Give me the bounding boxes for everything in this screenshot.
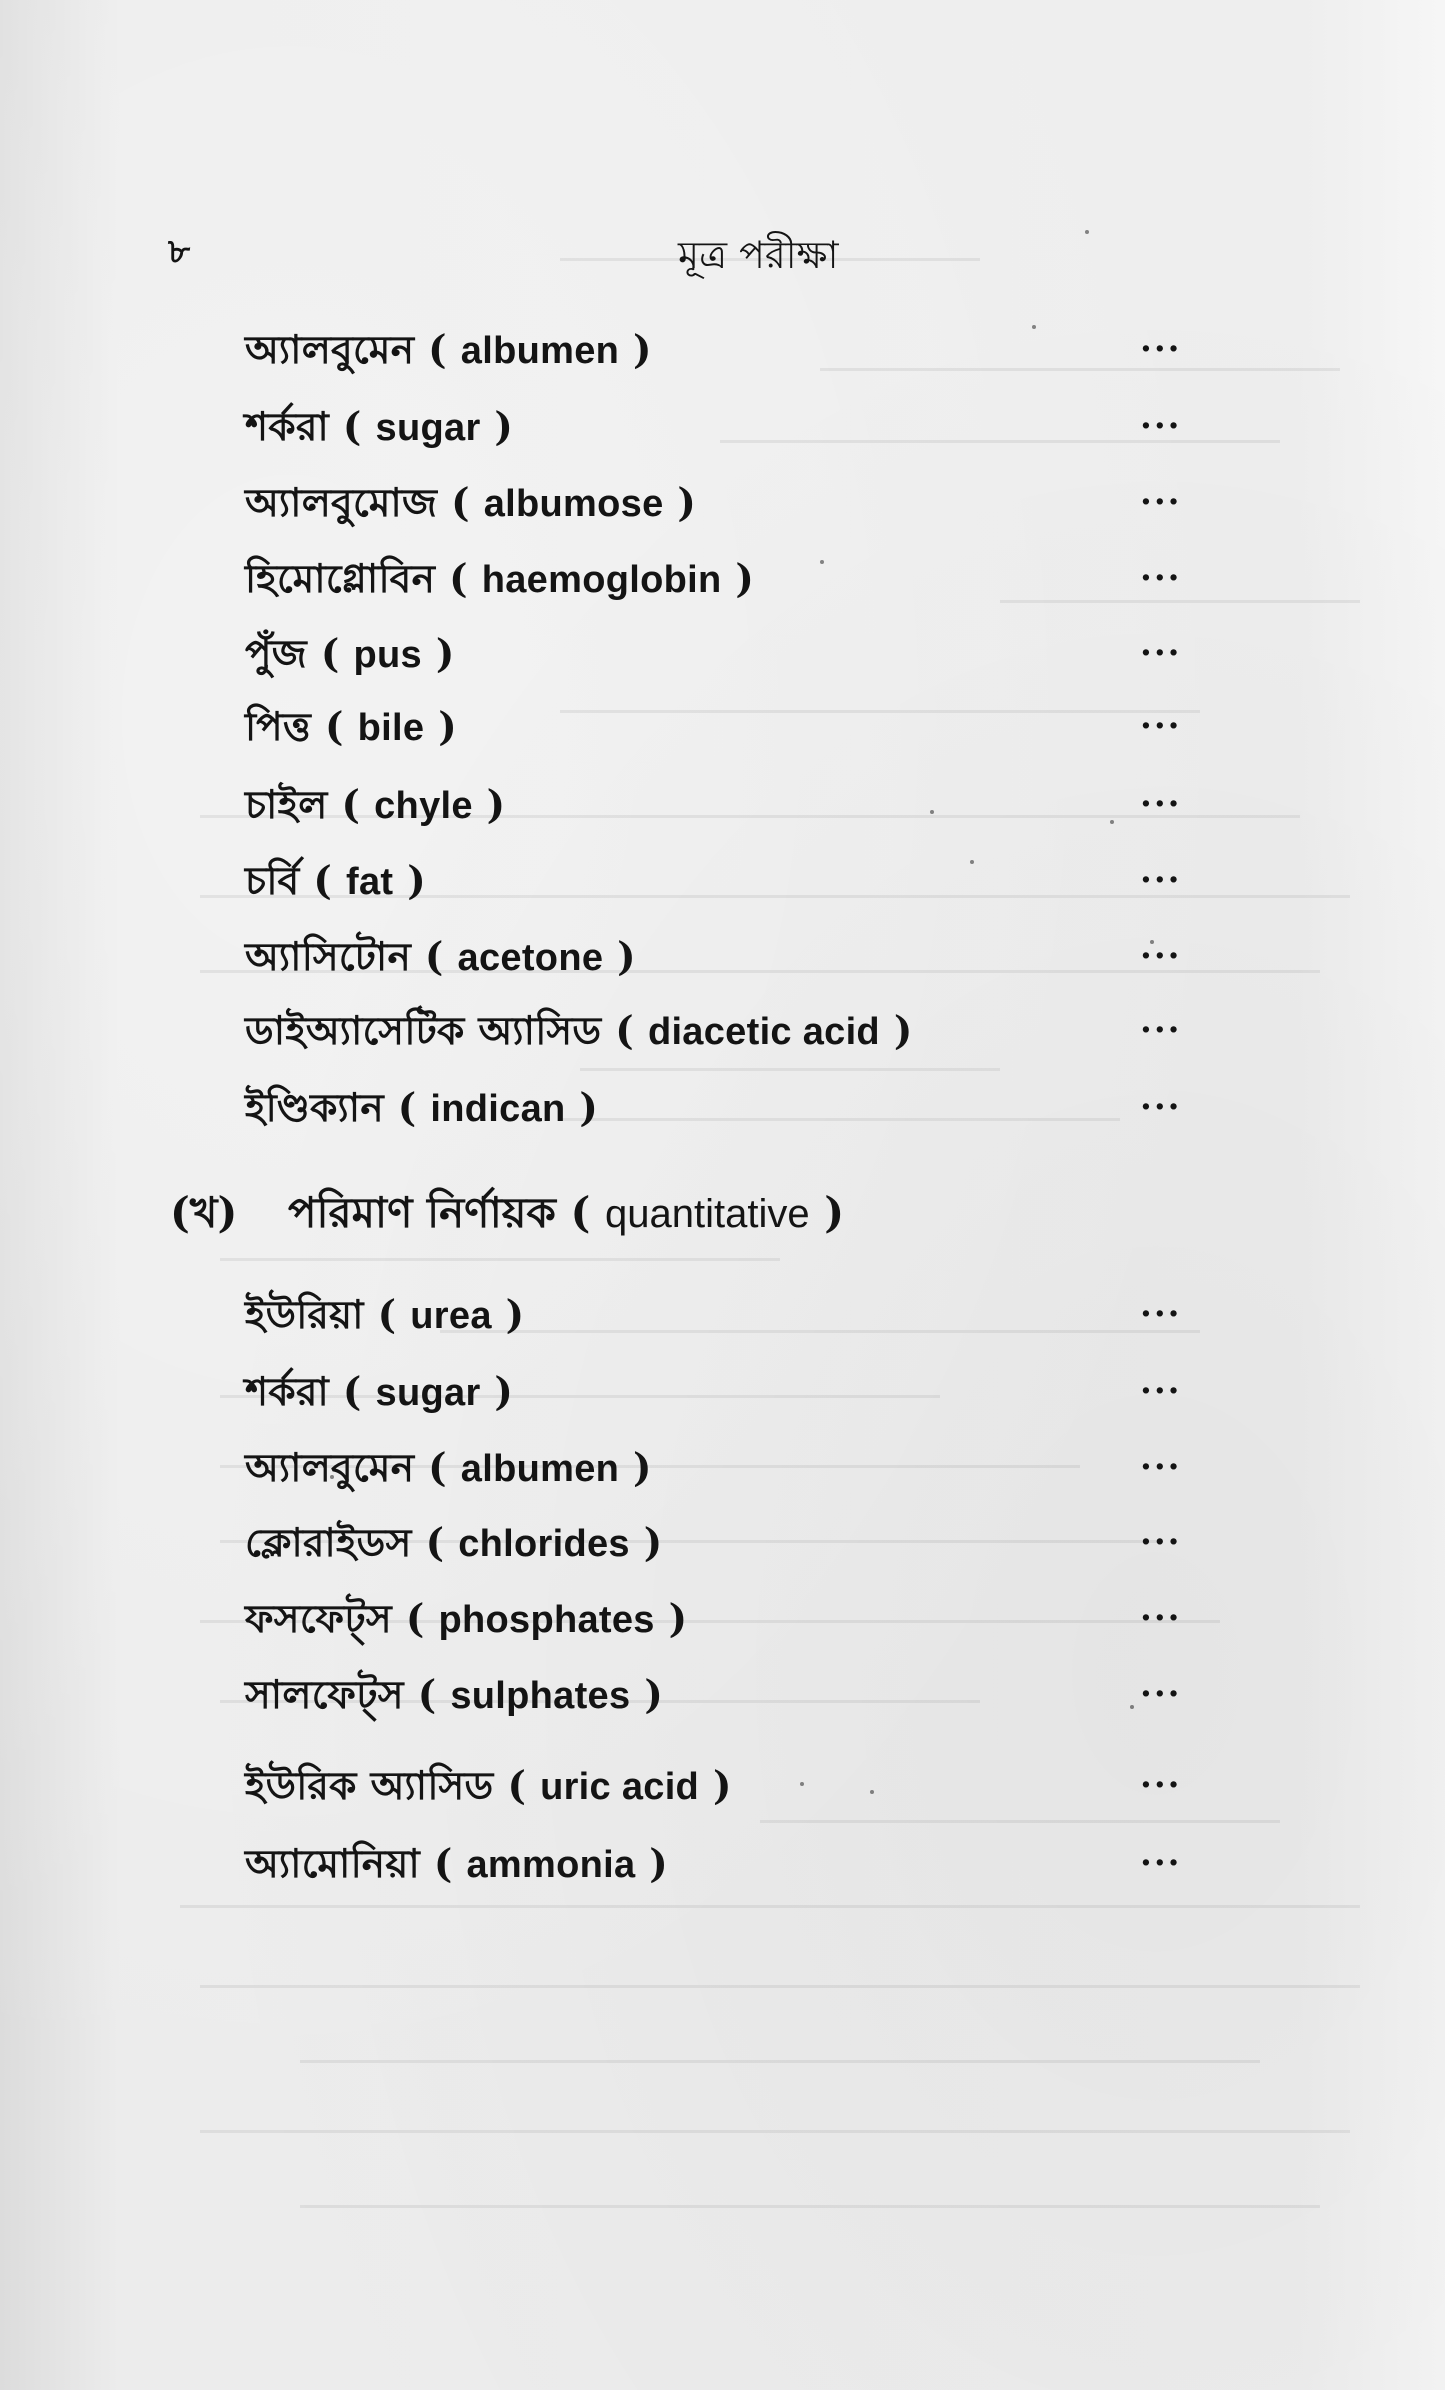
item-en: albumose — [483, 483, 664, 525]
item-bn: ইণ্ডিক্যান — [245, 1085, 384, 1131]
leader-dots: ... — [1140, 851, 1182, 891]
list-item: হিমোগ্লোবিন ( haemoglobin ) — [245, 556, 755, 602]
section-heading-quantitative: (খ) পরিমাণ নির্ণায়ক ( quantitative ) — [170, 1188, 845, 1237]
item-bn: হিমোগ্লোবিন — [245, 556, 436, 602]
list-item: ইউরিক অ্যাসিড ( uric acid ) — [245, 1763, 732, 1809]
item-en: uric acid — [540, 1766, 700, 1808]
leader-dots: ... — [1140, 775, 1182, 815]
list-item: অ্যালবুমেন ( albumen ) — [245, 327, 652, 373]
item-en: urea — [410, 1295, 492, 1337]
item-bn: ইউরিয়া — [245, 1292, 364, 1338]
leader-dots: ... — [1140, 1362, 1182, 1402]
item-bn: ইউরিক অ্যাসিড — [245, 1763, 494, 1809]
item-en: bile — [357, 707, 425, 749]
list-item: পুঁজ ( pus ) — [245, 631, 455, 677]
item-bn: ক্লোরাইডস — [245, 1520, 412, 1566]
item-bn: পুঁজ — [245, 631, 307, 677]
leader-dots: ... — [1140, 397, 1182, 437]
item-bn: অ্যালবুমেন — [245, 1445, 415, 1491]
list-item: শর্করা ( sugar ) — [245, 404, 514, 450]
leader-dots: ... — [1140, 1589, 1182, 1629]
item-en: acetone — [457, 937, 604, 979]
item-en: phosphates — [438, 1599, 655, 1641]
running-title: মূত্র পরীক্ষা — [678, 233, 839, 277]
leader-dots: ... — [1140, 320, 1182, 360]
leader-dots: ... — [1140, 1834, 1182, 1874]
list-item: অ্যালবুমোজ ( albumose ) — [245, 480, 697, 526]
item-bn: পিত্ত — [245, 704, 312, 750]
item-bn: ফসফেট্স — [245, 1596, 392, 1642]
item-en: pus — [353, 634, 422, 676]
leader-dots: ... — [1140, 1078, 1182, 1118]
leader-dots: ... — [1140, 697, 1182, 737]
list-item: শর্করা ( sugar ) — [245, 1369, 514, 1415]
item-bn: শর্করা — [245, 1369, 330, 1415]
item-bn: অ্যামোনিয়া — [245, 1841, 420, 1887]
item-bn: অ্যালবুমেন — [245, 327, 415, 373]
item-bn: চাইল — [245, 782, 328, 828]
section-marker: (খ) — [170, 1188, 238, 1237]
list-item: অ্যালবুমেন ( albumen ) — [245, 1445, 652, 1491]
list-item: অ্যাসিটোন ( acetone ) — [245, 934, 636, 980]
item-en: albumen — [460, 1448, 620, 1490]
list-item: অ্যামোনিয়া ( ammonia ) — [245, 1841, 669, 1887]
leader-dots: ... — [1140, 1665, 1182, 1705]
item-en: indican — [430, 1088, 566, 1130]
item-en: sugar — [375, 1372, 481, 1414]
section-title-en: quantitative — [605, 1192, 810, 1236]
list-item: পিত্ত ( bile ) — [245, 704, 457, 750]
item-bn: অ্যাসিটোন — [245, 934, 412, 980]
section-title-bn: পরিমাণ নির্ণায়ক — [287, 1188, 556, 1237]
item-bn: চর্বি — [245, 858, 300, 904]
item-en: sulphates — [450, 1675, 631, 1717]
page-number: ৮ — [168, 232, 191, 272]
item-bn: ডাইঅ্যাসেটিক অ্যাসিড — [245, 1008, 602, 1054]
leader-dots: ... — [1140, 1438, 1182, 1478]
list-item: চর্বি ( fat ) — [245, 858, 427, 904]
list-item: ইউরিয়া ( urea ) — [245, 1292, 525, 1338]
leader-dots: ... — [1140, 1285, 1182, 1325]
leader-dots: ... — [1140, 1513, 1182, 1553]
item-bn: অ্যালবুমোজ — [245, 480, 438, 526]
item-en: haemoglobin — [481, 559, 722, 601]
item-bn: শর্করা — [245, 404, 330, 450]
list-item: ডাইঅ্যাসেটিক অ্যাসিড ( diacetic acid ) — [245, 1008, 913, 1054]
list-item: ফসফেট্স ( phosphates ) — [245, 1596, 688, 1642]
list-item: ক্লোরাইডস ( chlorides ) — [245, 1520, 663, 1566]
leader-dots: ... — [1140, 549, 1182, 589]
leader-dots: ... — [1140, 473, 1182, 513]
item-en: chlorides — [458, 1523, 630, 1565]
item-en: fat — [346, 861, 394, 903]
item-en: diacetic acid — [647, 1011, 880, 1053]
item-en: sugar — [375, 407, 481, 449]
list-item: ইণ্ডিক্যান ( indican ) — [245, 1085, 599, 1131]
leader-dots: ... — [1140, 1756, 1182, 1796]
leader-dots: ... — [1140, 624, 1182, 664]
item-en: albumen — [460, 330, 620, 372]
item-en: chyle — [374, 785, 473, 827]
page-header — [168, 226, 1328, 286]
item-en: ammonia — [466, 1844, 636, 1886]
list-item: সালফেট্স ( sulphates ) — [245, 1672, 664, 1718]
leader-dots: ... — [1140, 1001, 1182, 1041]
item-bn: সালফেট্স — [245, 1672, 404, 1718]
leader-dots: ... — [1140, 927, 1182, 967]
list-item: চাইল ( chyle ) — [245, 782, 506, 828]
